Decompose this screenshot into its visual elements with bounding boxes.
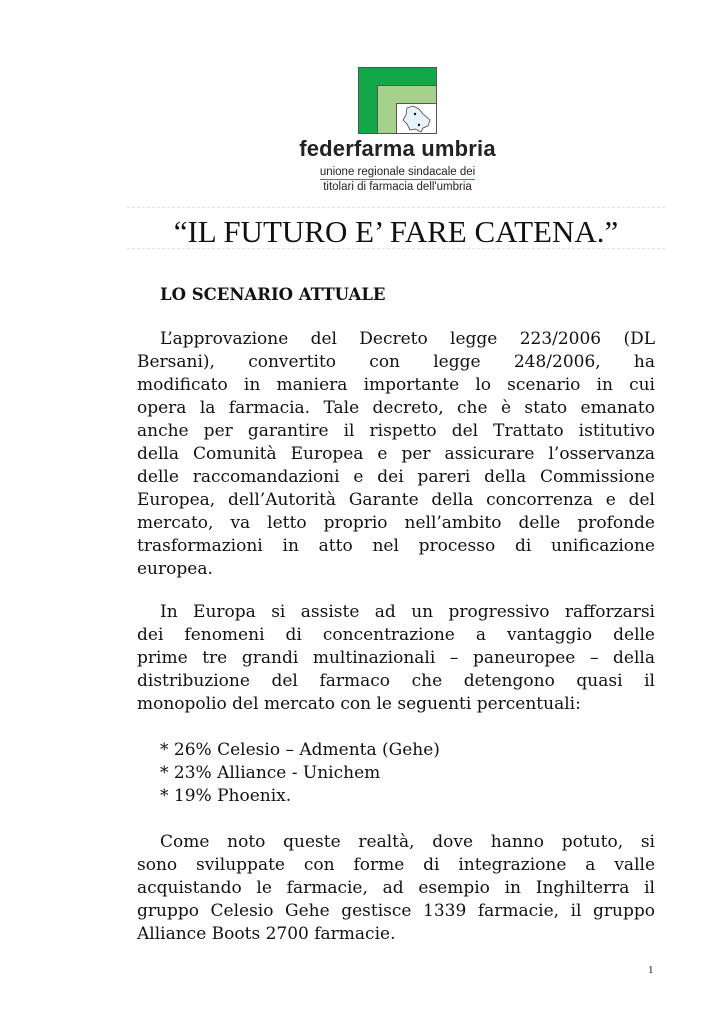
umbria-map-icon bbox=[397, 104, 436, 133]
brand-name: federfarma umbria bbox=[299, 136, 496, 161]
bullet-list bbox=[160, 739, 440, 808]
brand-subtitle-2: titolari di farmacia dell'umbria bbox=[323, 181, 472, 193]
brand-subtitle-1: unione regionale sindacale dei bbox=[319, 166, 476, 178]
text-line: trasformazioni in atto nel processo di unificazione bbox=[137, 536, 655, 556]
bullet-item: * 19% Phoenix. bbox=[160, 786, 292, 806]
paragraph-3 bbox=[137, 831, 655, 946]
text-line: Alliance Boots 2700 farmacie. bbox=[137, 924, 396, 944]
text-line: monopolio del mercato con le seguenti percentuali: bbox=[137, 694, 581, 714]
text-line: L’approvazione del Decreto legge 223/2006 (DL bbox=[160, 329, 655, 349]
text-line: delle raccomandazioni e dei pareri della Commissione bbox=[137, 467, 655, 487]
text-line: In Europa si assiste ad un progressivo rafforzarsi bbox=[160, 602, 655, 622]
text-line: mercato, va letto proprio nell’ambito delle profonde bbox=[137, 513, 655, 533]
section-heading: LO SCENARIO ATTUALE bbox=[160, 285, 386, 304]
text-line: acquistando le farmacie, ad esempio in Inghilterra il bbox=[137, 878, 655, 898]
paragraph-2 bbox=[137, 601, 655, 716]
bullet-item: * 26% Celesio – Admenta (Gehe) bbox=[160, 740, 440, 760]
text-line: Come noto queste realtà, dove hanno potuto, si bbox=[160, 832, 655, 852]
paragraph-1 bbox=[137, 328, 655, 581]
text-line: dei fenomeni di concentrazione a vantaggio delle bbox=[137, 625, 655, 645]
text-line: prime tre grandi multinazionali – paneuropee – della bbox=[137, 648, 655, 668]
text-line: opera la farmacia. Tale decreto, che è stato emanato bbox=[137, 398, 655, 418]
bullet-item: * 23% Alliance - Unichem bbox=[160, 763, 381, 783]
document-title: “IL FUTURO E’ FARE CATENA.” bbox=[173, 214, 619, 249]
logo-text bbox=[290, 136, 505, 194]
text-line: Europea, dell’Autorità Garante della concorrenza e del bbox=[137, 490, 655, 510]
federfarma-logo-mark bbox=[358, 67, 436, 133]
text-line: distribuzione del farmaco che detengono quasi il bbox=[137, 671, 655, 691]
text-line: gruppo Celesio Gehe gestisce 1339 farmacie, il gruppo bbox=[137, 901, 655, 921]
title-box bbox=[127, 207, 665, 249]
text-line: Bersani), convertito con legge 248/2006, ha bbox=[137, 352, 655, 372]
text-line: della Comunità Europea e per assicurare l’osservanza bbox=[137, 444, 655, 464]
text-line: sono sviluppate con forme di integrazione a valle bbox=[137, 855, 655, 875]
text-line: modificato in maniera importante lo scenario in cui bbox=[137, 375, 655, 395]
text-line: anche per garantire il rispetto del Trattato istitutivo bbox=[137, 421, 655, 441]
page-number: 1 bbox=[648, 964, 654, 976]
text-line: europea. bbox=[137, 559, 213, 579]
